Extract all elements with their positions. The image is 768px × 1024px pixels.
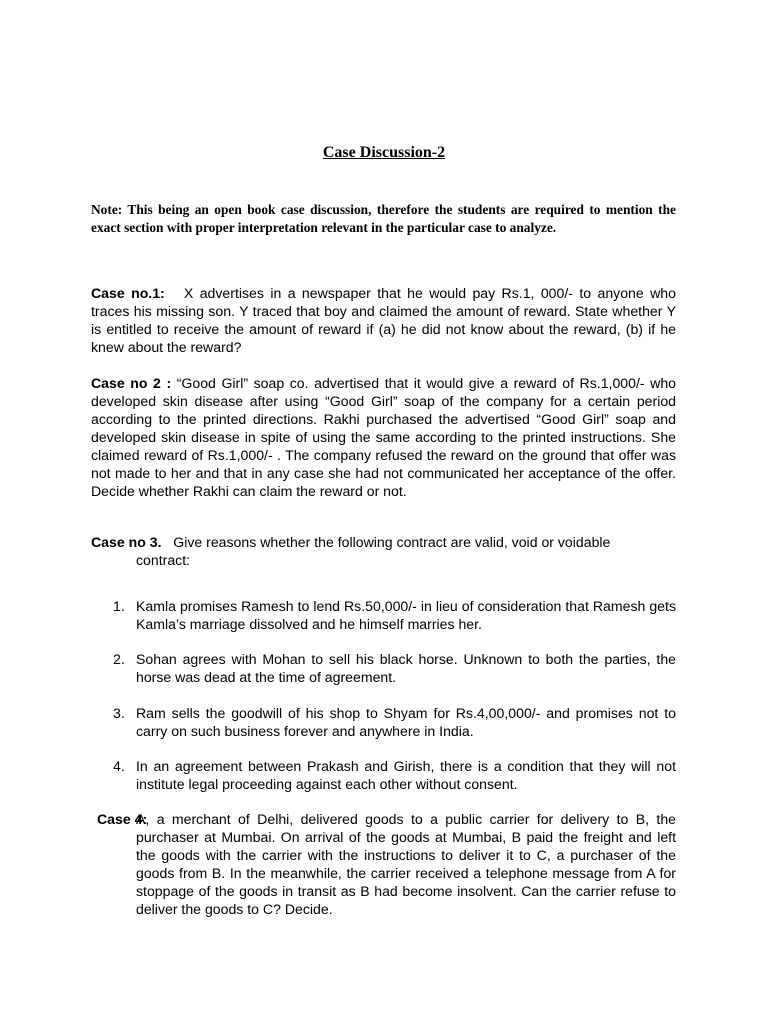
case-2 bbox=[91, 374, 676, 500]
list-item bbox=[113, 650, 676, 686]
case-1-text: X advertises in a newspaper that he would pay Rs.1, 000/- to anyone who traces his missing son. Y traced that boy and claimed the amount of reward. State whether Y is entitled to receive the amount of reward if (a) he did not know about the reward, (b) if he knew about the reward? bbox=[91, 285, 676, 355]
list-item bbox=[113, 704, 676, 740]
list-item-number: 4. bbox=[113, 758, 125, 774]
list-item bbox=[113, 597, 676, 633]
list-item-number: 1. bbox=[113, 598, 125, 614]
case-4-text: A, a merchant of Delhi, delivered goods to a public carrier for delivery to B, the purchaser at Mumbai. On arrival of the goods at Mumbai, B paid the freight and left the goods with the carrier with the instructions to deliver it to C, a purchaser of the goods from B. In the meanwhile, the carrier received a telephone message from A for stoppage of the goods in transit as B had become insolvent. Can the carrier refuse to deliver the goods to C? Decide. bbox=[136, 811, 676, 917]
case-4-label: Case 4: bbox=[97, 811, 148, 827]
list-item-number: 3. bbox=[113, 705, 125, 721]
page-title: Case Discussion-2 bbox=[322, 144, 446, 161]
list-item-text: Sohan agrees with Mohan to sell his black horse. Unknown to both the parties, the horse was dead at the time of agreement. bbox=[136, 651, 676, 685]
case-1-label: Case no.1: bbox=[91, 285, 165, 301]
list-item bbox=[113, 757, 676, 793]
list-item-text: Kamla promises Ramesh to lend Rs.50,000/- in lieu of consideration that Ramesh gets Kamla’s marriage dissolved and he himself marries her. bbox=[136, 598, 676, 632]
case-3-text-cont: contract: bbox=[136, 552, 191, 568]
case-2-text: “Good Girl” soap co. advertised that it would give a reward of Rs.1,000/- who developed skin disease after using “Good Girl” soap of the company for a certain period according to the printed directions. Rakhi purchased the advertised “Good Girl” soap and developed skin disease in spite of using the same according to the printed instructions. She claimed reward of Rs.1,000/- . The company refused the reward on the ground that offer was not made to her and that in any case she had not communicated her acceptance of the offer. Decide whether Rakhi can claim the reward or not. bbox=[91, 375, 676, 499]
case-3-text: Give reasons whether the following contract are valid, void or voidable bbox=[173, 534, 611, 550]
case-3-label: Case no 3. bbox=[91, 534, 162, 550]
case-1 bbox=[91, 284, 676, 356]
list-item-number: 2. bbox=[113, 651, 125, 667]
case-2-label: Case no 2 : bbox=[91, 375, 172, 391]
case-4 bbox=[97, 810, 676, 918]
note-paragraph: Note: This being an open book case discussion, therefore the students are required to mention the exact section with proper interpretation relevant in the particular case to analyze. bbox=[91, 202, 676, 235]
case-3 bbox=[91, 533, 676, 569]
list-item-text: In an agreement between Prakash and Girish, there is a condition that they will not institute legal proceeding against each other without consent. bbox=[136, 758, 676, 792]
list-item-text: Ram sells the goodwill of his shop to Shyam for Rs.4,00,000/- and promises not to carry on such business forever and anywhere in India. bbox=[136, 705, 676, 739]
